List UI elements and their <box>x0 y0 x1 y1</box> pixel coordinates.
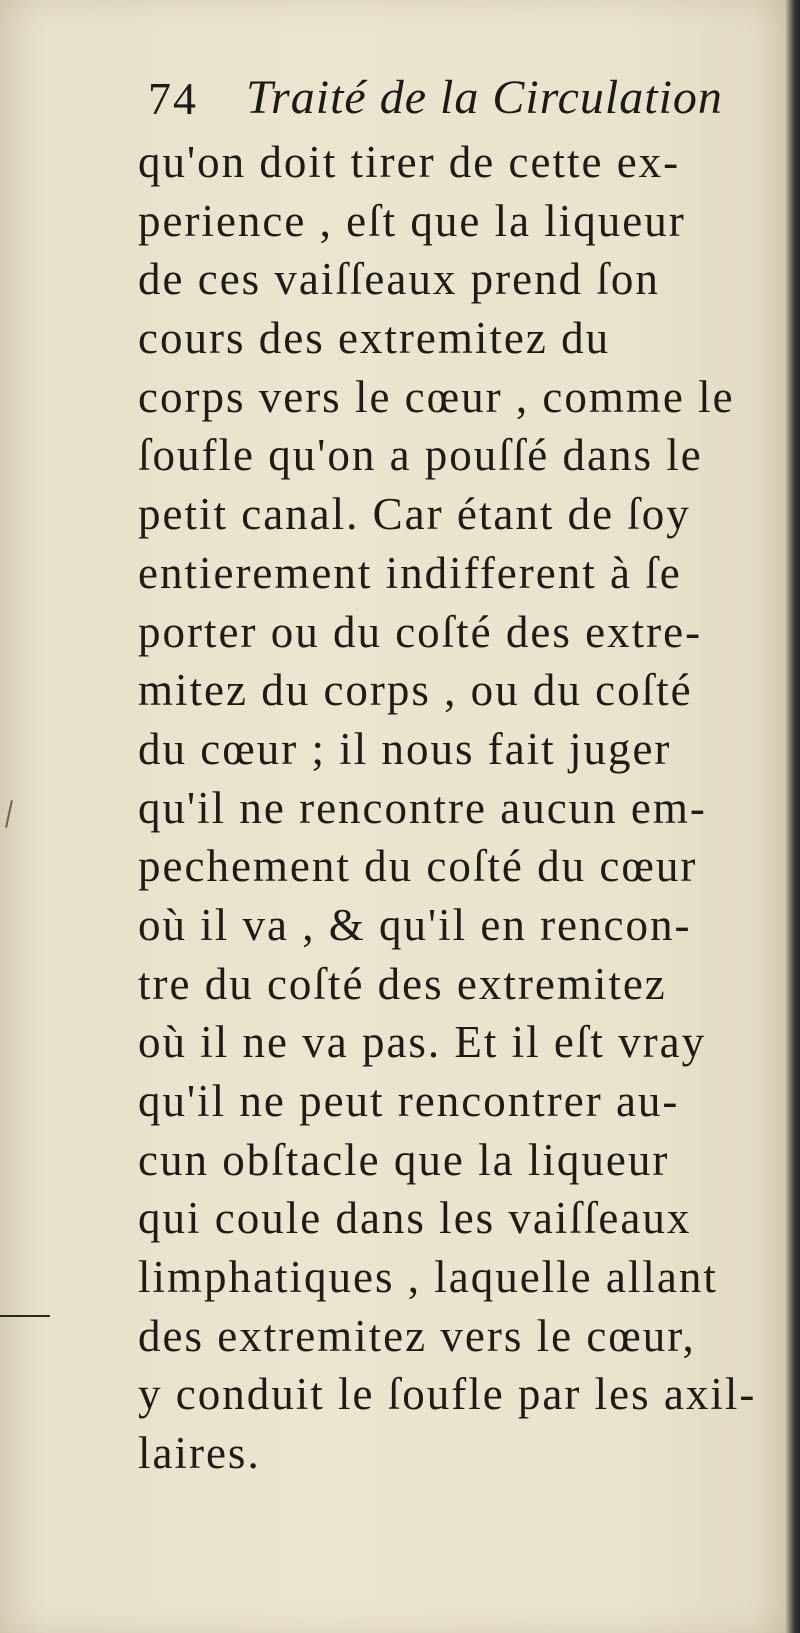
page-edge-shadow <box>786 0 800 1633</box>
text-line: qu'il ne rencontre aucun em- <box>138 782 707 833</box>
text-line: entierement indifferent à ſe <box>138 547 682 598</box>
text-line: petit canal. Car étant de ſoy <box>138 489 691 540</box>
page-header <box>148 70 768 130</box>
text-line: mitez du corps , ou du coſté <box>138 665 693 716</box>
body-text <box>138 133 778 1483</box>
text-line: qu'on doit tirer de cette ex- <box>138 137 681 187</box>
text-line: y conduit le ſoufle par les axil- <box>138 1369 757 1420</box>
margin-mark <box>0 1315 50 1317</box>
text-line: où il ne va pas. Et il eſt vray <box>138 1017 707 1068</box>
text-line: de ces vaiſſeaux prend ſon <box>138 254 660 305</box>
margin-scratch <box>5 800 13 828</box>
text-line: laires. <box>138 1428 261 1479</box>
text-line: ſoufle qu'on a pouſſé dans le <box>138 430 703 481</box>
text-line: limphatiques , laquelle allant <box>138 1252 718 1303</box>
text-line: tre du coſté des extremitez <box>138 958 667 1009</box>
text-line: où il va , & qu'il en rencon- <box>138 899 692 950</box>
text-line: perience , eſt que la liqueur <box>138 195 686 246</box>
text-line: du cœur ; il nous fait juger <box>138 723 672 774</box>
text-line: pechement du coſté du cœur <box>138 841 698 892</box>
text-line: cours des extremitez du <box>138 313 611 364</box>
text-line: porter ou du coſté des extre- <box>138 606 703 657</box>
page-number: 74 <box>148 73 198 124</box>
text-line: corps vers le cœur , comme le <box>138 371 735 422</box>
running-title: Traité de la Circulation <box>246 71 723 124</box>
text-line: qu'il ne peut rencontrer au- <box>138 1076 680 1126</box>
text-line: cun obſtacle que la liqueur <box>138 1134 670 1185</box>
text-line: qui coule dans les vaiſſeaux <box>138 1193 692 1244</box>
text-line: des extremitez vers le cœur, <box>138 1310 696 1361</box>
